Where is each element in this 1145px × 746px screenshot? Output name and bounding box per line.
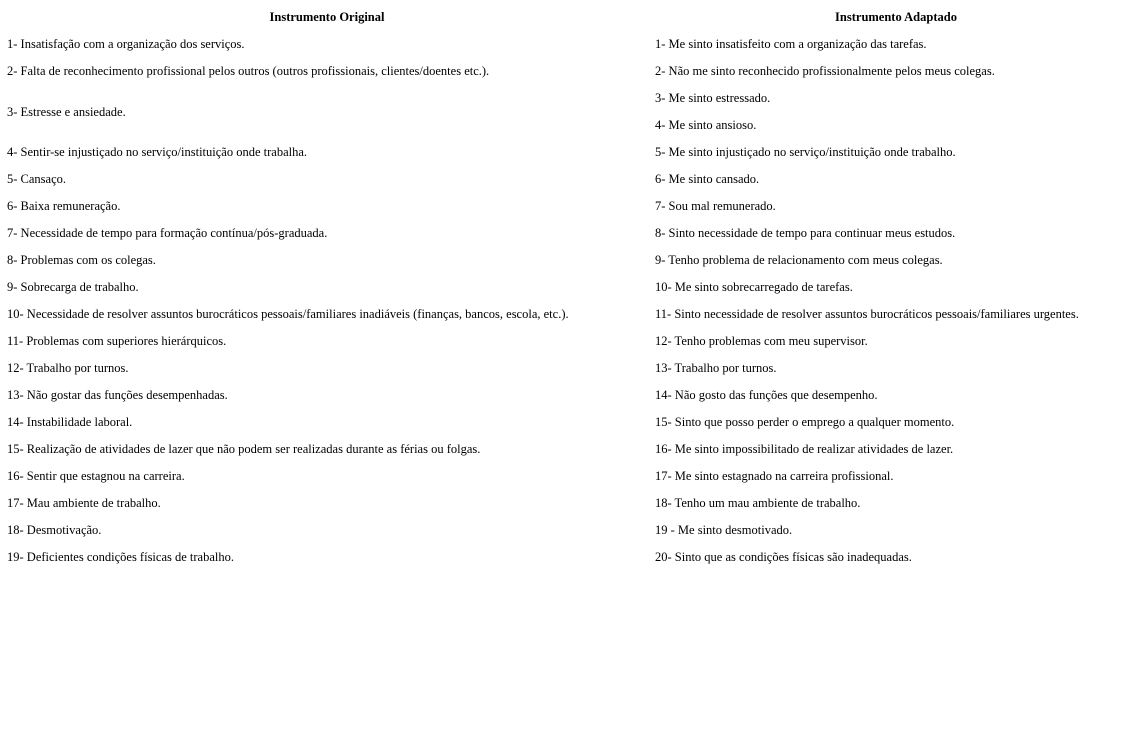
adapted-item: 5- Me sinto injustiçado no serviço/instituição onde trabalho. [655,145,956,159]
table-row [3,355,1141,382]
comparison-table [3,4,1141,571]
original-item: 14- Instabilidade laboral. [7,415,133,429]
original-item: 13- Não gostar das funções desempenhadas. [7,388,228,402]
original-item: 11- Problemas com superiores hierárquicos. [7,334,227,348]
original-item: 10- Necessidade de resolver assuntos burocráticos pessoais/familiares inadiáveis (finanças, bancos, escola, etc.). [7,307,569,321]
table-body [3,31,1141,571]
original-item: 16- Sentir que estagnou na carreira. [7,469,185,483]
header-original: Instrumento Original [269,10,385,24]
adapted-item: 7- Sou mal remunerado. [655,199,776,213]
table-row [3,436,1141,463]
adapted-item: 16- Me sinto impossibilitado de realizar atividades de lazer. [655,442,954,456]
adapted-item: 12- Tenho problemas com meu supervisor. [655,334,868,348]
original-item: 15- Realização de atividades de lazer que não podem ser realizadas durante as férias ou folgas. [7,442,481,456]
adapted-item: 17- Me sinto estagnado na carreira profissional. [655,469,894,483]
adapted-item: 2- Não me sinto reconhecido profissionalmente pelos meus colegas. [655,64,995,78]
adapted-item: 13- Trabalho por turnos. [655,361,777,375]
original-item: 2- Falta de reconhecimento profissional pelos outros (outros profissionais, clientes/doentes etc.). [7,64,490,78]
table-row [3,166,1141,193]
adapted-item: 9- Tenho problema de relacionamento com meus colegas. [655,253,943,267]
adapted-item: 14- Não gosto das funções que desempenho. [655,388,878,402]
adapted-item: 3- Me sinto estressado. [655,91,771,105]
table-row [3,58,1141,85]
original-item: 8- Problemas com os colegas. [7,253,156,267]
original-item: 18- Desmotivação. [7,523,102,537]
table-row [3,139,1141,166]
adapted-item: 19 - Me sinto desmotivado. [655,523,793,537]
original-item: 5- Cansaço. [7,172,67,186]
original-item: 19- Deficientes condições físicas de trabalho. [7,550,234,564]
original-item: 4- Sentir-se injustiçado no serviço/instituição onde trabalha. [7,145,308,159]
adapted-item: 11- Sinto necessidade de resolver assuntos burocráticos pessoais/familiares urgentes. [655,307,1079,321]
original-item: 3- Estresse e ansiedade. [7,104,126,119]
adapted-item: 10- Me sinto sobrecarregado de tarefas. [655,280,853,294]
adapted-item: 8- Sinto necessidade de tempo para continuar meus estudos. [655,226,956,240]
table-row [3,247,1141,274]
table-row [3,193,1141,220]
table-row [3,220,1141,247]
adapted-item: 20- Sinto que as condições físicas são inadequadas. [655,550,912,564]
original-item: 7- Necessidade de tempo para formação contínua/pós-graduada. [7,226,328,240]
original-item: 1- Insatisfação com a organização dos serviços. [7,37,245,51]
adapted-item: 15- Sinto que posso perder o emprego a qualquer momento. [655,415,955,429]
table-row [3,490,1141,517]
table-row [3,544,1141,571]
table-row [3,301,1141,328]
original-item: 17- Mau ambiente de trabalho. [7,496,161,510]
table-row [3,31,1141,58]
table-row [3,409,1141,436]
adapted-item: 18- Tenho um mau ambiente de trabalho. [655,496,861,510]
adapted-item: 6- Me sinto cansado. [655,172,760,186]
original-item: 6- Baixa remuneração. [7,199,121,213]
original-item: 9- Sobrecarga de trabalho. [7,280,139,294]
table-row [3,85,1141,112]
original-item: 12- Trabalho por turnos. [7,361,129,375]
adapted-item: 1- Me sinto insatisfeito com a organização das tarefas. [655,37,927,51]
header-row [3,4,1141,31]
table-row [3,382,1141,409]
table-row [3,517,1141,544]
table-row [3,463,1141,490]
table-row [3,328,1141,355]
header-adapted: Instrumento Adaptado [835,10,957,24]
adapted-item: 4- Me sinto ansioso. [655,118,757,132]
table-row [3,274,1141,301]
